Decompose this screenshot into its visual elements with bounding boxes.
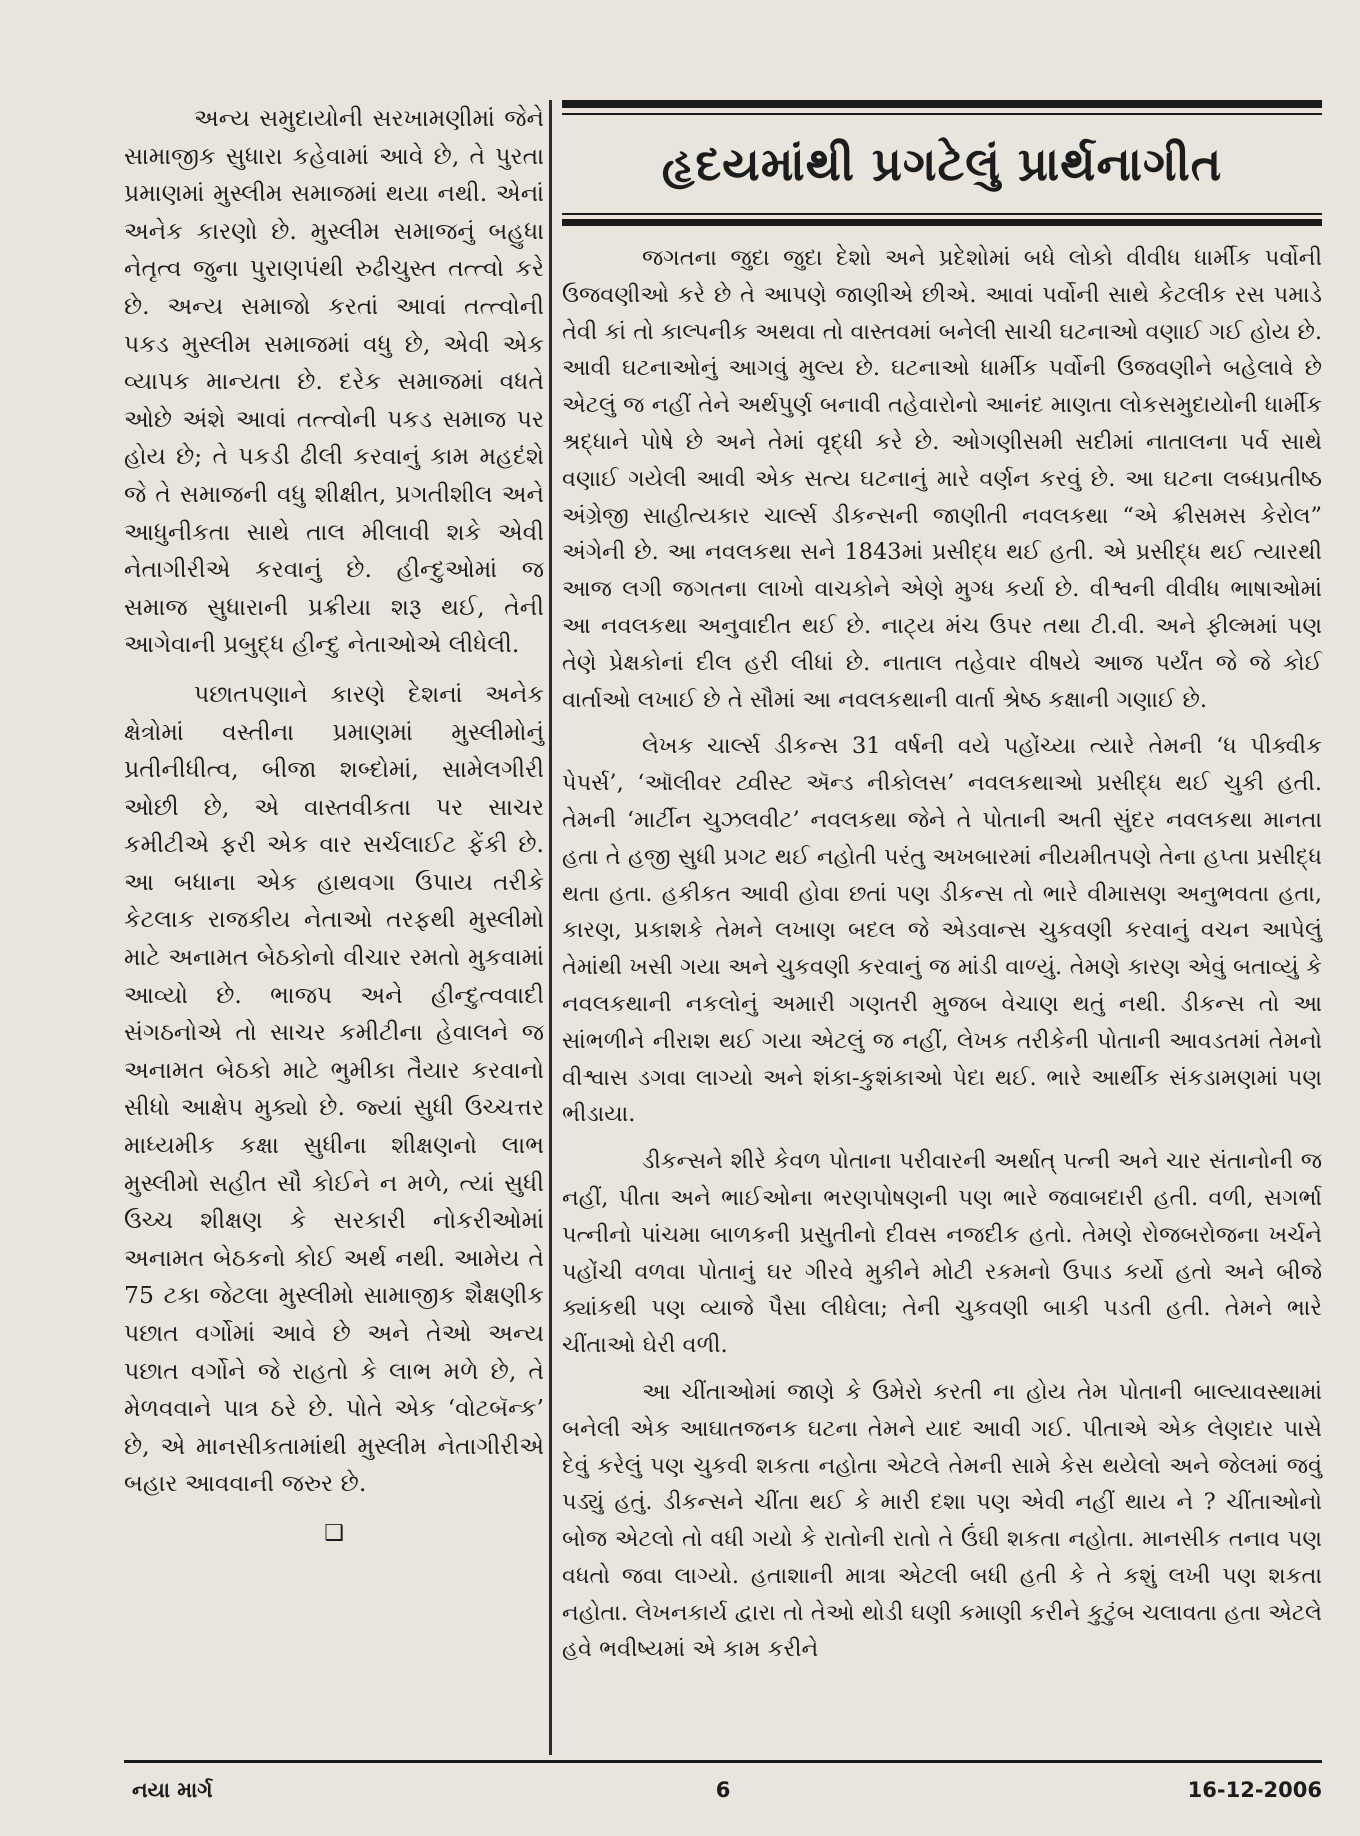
headline-top-thin-rule (562, 113, 1322, 115)
right-paragraph-1: જગતના જુદા જુદા દેશો અને પ્રદેશોમાં બધે લોકો વીવીધ ધાર્મીક પર્વોની ઉજવણીઓ કરે છે તે આપણે જાણીએ છીએ. આવાં પર્વોની સાથે કેટલીક રસ પમાડે તેવી કાં તો કાલ્પનીક અથવા તો વાસ્તવમાં બનેલી સાચી ઘટનાઓ વણાઈ ગઈ હોય છે. આવી ઘટનાઓનું આગવું મુલ્ય છે. ઘટનાઓ ધાર્મીક પર્વોની ઉજવણીને બહેલાવે છે એટલું જ નહીં તેને અર્થપુર્ણ બનાવી તહેવારોનો આનંદ માણતા લોકસમુદાયોની ધાર્મીક શ્રદ્ધાને પોષે છે અને તેમાં વૃદ્ધી કરે છે. ઓગણીસમી સદીમાં નાતાલના પર્વ સાથે વણાઈ ગયેલી આવી એક સત્ય ઘટનાનું મારે વર્ણન કરવું છે. આ ઘટના લબ્ધપ્રતીષ્ઠ અંગ્રેજી સાહીત્યકાર ચાર્લ્સ ડીકન્સની જાણીતી નવલકથા “એ ક્રીસમસ કેરોલ” અંગેની છે. આ નવલકથા સને 1843માં પ્રસીદ્ધ થઈ હતી. એ પ્રસીદ્ધ થઈ ત્યારથી આજ લગી જગતના લાખો વાચકોને એણે મુગ્ધ કર્યા છે. વીશ્વની વીવીધ ભાષાઓમાં આ નવલકથા અનુવાદીત થઈ છે. નાટ્ય મંચ ઉપર તથા ટી.વી. અને ફીલ્મમાં પણ તેણે પ્રેક્ષકોનાં દીલ હરી લીધાં છે. નાતાલ તહેવાર વીષયે આજ પર્યંત જે જે કોઈ વાર્તાઓ લખાઈ છે તે સૌમાં આ નવલકથાની વાર્તા શ્રેષ્ઠ કક્ષાની ગણાઈ છે. (562, 245, 1322, 713)
right-column (562, 100, 1322, 1678)
left-column (124, 100, 544, 1553)
headline-bottom-rule (562, 219, 1322, 226)
article-headline: હૃદયમાંથી પ્રગટેલું પ્રાર્થનાગીત (661, 137, 1223, 191)
page-footer (124, 1778, 1322, 1812)
headline-top-rule (562, 100, 1322, 108)
column-divider (549, 100, 552, 1755)
headline-bottom-thin-rule (562, 213, 1322, 215)
issue-date: 16-12-2006 (1187, 1778, 1322, 1802)
article-body (562, 240, 1322, 1668)
publication-name: નયા માર્ગ (132, 1778, 213, 1802)
left-paragraph-1: અન્ય સમુદાયોની સરખામણીમાં જેને સામાજીક સુધારા કહેવામાં આવે છે, તે પુરતા પ્રમાણમાં મુસ્લીમ સમાજમાં થયા નથી. એનાં અનેક કારણો છે. મુસ્લીમ સમાજનું બહુધા નેતૃત્વ જુના પુરાણપંથી રુઢીચુસ્ત તત્ત્વો કરે છે. અન્ય સમાજો કરતાં આવાં તત્ત્વોની પકડ મુસ્લીમ સમાજમાં વધુ છે, એવી એક વ્યાપક માન્યતા છે. દરેક સમાજમાં વધતે ઓછે અંશે આવાં તત્ત્વોની પકડ સમાજ પર હોય છે; તે પકડી ઢીલી કરવાનું કામ મહદંશે જે તે સમાજની વધુ શીક્ષીત, પ્રગતીશીલ અને આધુનીકતા સાથે તાલ મીલાવી શકે એવી નેતાગીરીએ કરવાનું છે. હીન્દુઓમાં જ સમાજ સુધારાની પ્રક્રીયા શરૂ થઈ, તેની આગેવાની પ્રબુદ્ધ હીન્દુ નેતાઓએ લીધેલી. (124, 104, 544, 659)
right-paragraph-4: આ ચીંતાઓમાં જાણે કે ઉમેરો કરતી ના હોય તેમ પોતાની બાલ્યાવસ્થામાં બનેલી એક આઘાતજનક ઘટના તેમને યાદ આવી ગઈ. પીતાએ એક લેણદાર પાસે દેવું કરેલું પણ ચુકવી શકતા નહોતા એટલે તેમની સામે કેસ થયેલો અને જેલમાં જવું પડ્યું હતું. ડીકન્સને ચીંતા થઈ કે મારી દશા પણ એવી નહીં થાય ને ? ચીંતાઓનો બોજ એટલો તો વધી ગયો કે રાતોની રાતો તે ઉંઘી શકતા નહોતા. માનસીક તનાવ પણ વધતો જવા લાગ્યો. હતાશાની માત્રા એટલી બધી હતી કે તે કશું લખી પણ શકતા નહોતા. લેખનકાર્ય દ્વારા તો તેઓ થોડી ઘણી કમાણી કરીને કુટુંબ ચલાવતા હતા એટલે હવે ભવીષ્યમાં એ કામ કરીને (562, 1378, 1322, 1663)
right-paragraph-3: ડીકન્સને શીરે કેવળ પોતાના પરીવારની અર્થાત્ પત્ની અને ચાર સંતાનોની જ નહીં, પીતા અને ભાઈઓના ભરણપોષણની પણ ભારે જવાબદારી હતી. વળી, સગર્ભા પત્નીનો પાંચમા બાળકની પ્રસુતીનો દીવસ નજદીક હતો. તેમણે રોજબરોજના ખર્ચને પહોંચી વળવા પોતાનું ઘર ગીરવે મુકીને મોટી રકમનો ઉપાડ કર્યો હતો અને બીજે ક્યાંકથી પણ વ્યાજે પૈસા લીધેલા; તેની ચુકવણી બાકી પડતી હતી. તેમને ભારે ચીંતાઓ ઘેરી વળી. (562, 1148, 1322, 1359)
right-paragraph-2: લેખક ચાર્લ્સ ડીકન્સ 31 વર્ષની વયે પહોંચ્યા ત્યારે તેમની ‘ધ પીક્વીક પેપર્સ’, ‘ઑલીવર ટ્વીસ્ટ ઍન્ડ નીકોલસ’ નવલકથાઓ પ્રસીદ્ધ થઈ ચુકી હતી. તેમની ‘માર્ટીન ચુઝલવીટ’ નવલકથા જેને તે પોતાની અતી સુંદર નવલકથા માનતા હતા તે હજી સુધી પ્રગટ થઈ નહોતી પરંતુ અખબારમાં નીયમીતપણે તેના હપ્તા પ્રસીદ્ધ થતા હતા. હકીકત આવી હોવા છતાં પણ ડીકન્સ તો ભારે વીમાસણ અનુભવતા હતા, કારણ, પ્રકાશકે તેમને લખાણ બદલ જે એડવાન્સ ચુકવણી કરવાનું વચન આપેલું તેમાંથી ખસી ગયા અને ચુકવણી કરવાનું જ માંડી વાળ્યું. તેમણે કારણ એવું બતાવ્યું કે નવલકથાની નકલોનું અમારી ગણતરી મુજબ વેચાણ થતું નથી. ડીકન્સ તો આ સાંભળીને નીરાશ થઈ ગયા એટલું જ નહીં, લેખક તરીકેની પોતાની આવડતમાં તેમનો વીશ્વાસ ડગવા લાગ્યો અને શંકા-કુશંકાઓ પેદા થઈ. ભારે આર્થીક સંકડામણમાં પણ ભીડાયા. (562, 733, 1322, 1128)
page-number: 6 (715, 1778, 731, 1802)
article-end-mark: ❑ (324, 1520, 344, 1546)
footer-rule (124, 1760, 1322, 1763)
left-paragraph-2: પછાતપણાને કારણે દેશનાં અનેક ક્ષેત્રોમાં વસ્તીના પ્રમાણમાં મુસ્લીમોનું પ્રતીનીધીત્વ, બીજા શબ્દોમાં, સામેલગીરી ઓછી છે, એ વાસ્તવીકતા પર સાચર કમીટીએ ફરી એક વાર સર્ચલાઈટ ફેંકી છે. આ બધાના એક હાથવગા ઉપાય તરીકે કેટલાક રાજકીય નેતાઓ તરફથી મુસ્લીમો માટે અનામત બેઠકોનો વીચાર રમતો મુકવામાં આવ્યો છે. ભાજપ અને હીન્દુત્વવાદી સંગઠનોએ તો સાચર કમીટીના હેવાલને જ અનામત બેઠકો માટે ભુમીકા તૈયાર કરવાનો સીધો આક્ષેપ મુક્યો છે. જ્યાં સુધી ઉચ્ચત્તર માધ્યમીક કક્ષા સુધીના શીક્ષણનો લાભ મુસ્લીમો સહીત સૌ કોઈને ન મળે, ત્યાં સુધી ઉચ્ચ શીક્ષણ કે સરકારી નોકરીઓમાં અનામત બેઠકનો કોઈ અર્થ નથી. આમેય તે 75 ટકા જેટલા મુસ્લીમો સામાજીક શૈક્ષણીક પછાત વર્ગોમાં આવે છે અને તેઓ અન્ય પછાત વર્ગોને જે રાહતો કે લાભ મળે છે, તે મેળવવાને પાત્ર ઠરે છે. પોતે એક ‘વોટબૅન્ક’ છે, એ માનસીકતામાંથી મુસ્લીમ નેતાગીરીએ બહાર આવવાની જરુર છે. (124, 679, 544, 1498)
